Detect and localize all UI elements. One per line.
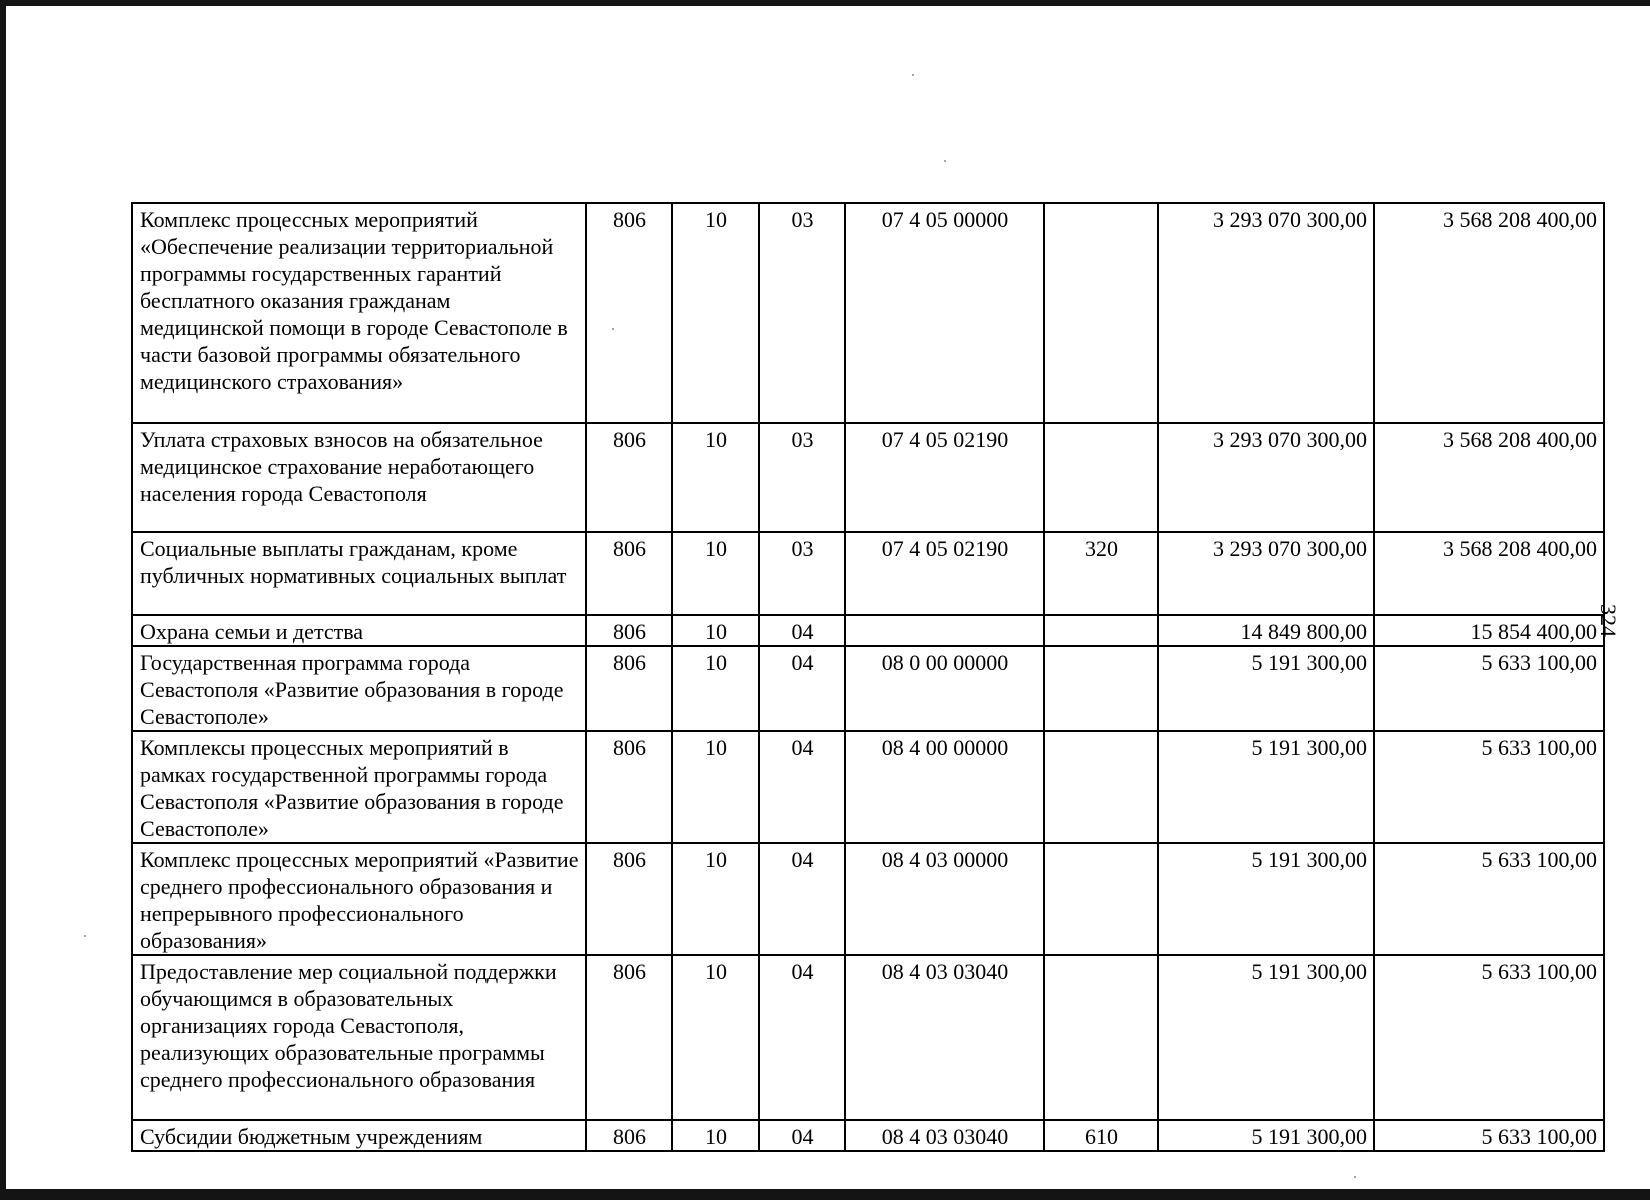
row-sum2: 5 633 100,00 [1374,843,1604,955]
row-pr: 04 [759,955,845,1120]
row-pr: 04 [759,731,845,843]
row-sum1: 5 191 300,00 [1158,843,1374,955]
row-sum1: 5 191 300,00 [1158,731,1374,843]
row-grbs: 806 [586,843,672,955]
row-pr: 04 [759,646,845,731]
row-sum2: 5 633 100,00 [1374,1120,1604,1151]
row-grbs: 806 [586,731,672,843]
row-name: Государственная программа города Севастополя «Развитие образования в городе Севастополе» [132,646,586,731]
row-pr: 03 [759,423,845,532]
row-name: Комплексы процессных мероприятий в рамках государственной программы города Севастополя «Развитие образования в городе Севастополе» [132,731,586,843]
table-row [132,731,1604,843]
row-csr: 07 4 05 02190 [845,423,1044,532]
row-grbs: 806 [586,423,672,532]
row-rz: 10 [672,955,759,1120]
scan-border-left [0,0,6,1200]
scan-speck [912,74,914,76]
table-row [132,843,1604,955]
row-pr: 04 [759,1120,845,1151]
row-pr: 04 [759,843,845,955]
row-name: Комплекс процессных мероприятий «Развитие среднего профессионального образования и непрерывного профессионального образования» [132,843,586,955]
row-vr [1044,731,1158,843]
row-vr [1044,615,1158,646]
row-csr: 08 4 00 00000 [845,731,1044,843]
row-sum1: 5 191 300,00 [1158,955,1374,1120]
row-name: Комплекс процессных мероприятий «Обеспечение реализации территориальной программы государственных гарантий бесплатного оказания гражданам медицинской помощи в городе Севастополе в части базовой программы обязательного медицинского страхования» [132,203,586,423]
row-grbs: 806 [586,615,672,646]
page-number: 324 [1596,604,1621,637]
scan-speck [1354,1176,1356,1178]
row-name: Социальные выплаты гражданам, кроме публичных нормативных социальных выплат [132,532,586,615]
row-sum2: 3 568 208 400,00 [1374,423,1604,532]
row-csr: 07 4 05 02190 [845,532,1044,615]
row-sum2: 3 568 208 400,00 [1374,532,1604,615]
row-sum1: 5 191 300,00 [1158,646,1374,731]
row-pr: 03 [759,532,845,615]
row-rz: 10 [672,615,759,646]
row-vr [1044,843,1158,955]
table-body [132,203,1604,1151]
row-sum2: 5 633 100,00 [1374,646,1604,731]
row-csr: 08 0 00 00000 [845,646,1044,731]
row-grbs: 806 [586,955,672,1120]
row-grbs: 806 [586,1120,672,1151]
row-grbs: 806 [586,532,672,615]
row-sum2: 5 633 100,00 [1374,955,1604,1120]
row-sum2: 5 633 100,00 [1374,731,1604,843]
row-rz: 10 [672,731,759,843]
row-csr: 08 4 03 03040 [845,955,1044,1120]
row-sum1: 3 293 070 300,00 [1158,203,1374,423]
row-vr [1044,955,1158,1120]
row-vr [1044,423,1158,532]
row-rz: 10 [672,843,759,955]
row-vr [1044,646,1158,731]
table-row [132,423,1604,532]
row-sum1: 3 293 070 300,00 [1158,423,1374,532]
table-row [132,532,1604,615]
budget-table [131,202,1605,1152]
row-csr: 08 4 03 03040 [845,1120,1044,1151]
row-grbs: 806 [586,646,672,731]
row-rz: 10 [672,1120,759,1151]
row-sum2: 15 854 400,00 [1374,615,1604,646]
row-csr: 08 4 03 00000 [845,843,1044,955]
row-sum1: 14 849 800,00 [1158,615,1374,646]
row-pr: 04 [759,615,845,646]
scan-speck [944,160,946,162]
row-rz: 10 [672,423,759,532]
row-name: Охрана семьи и детства [132,615,586,646]
row-sum1: 3 293 070 300,00 [1158,532,1374,615]
row-csr: 07 4 05 00000 [845,203,1044,423]
row-vr: 320 [1044,532,1158,615]
table-row [132,615,1604,646]
row-name: Уплата страховых взносов на обязательное медицинское страхование неработающего населения города Севастополя [132,423,586,532]
scan-border-top [0,0,1650,6]
row-name: Субсидии бюджетным учреждениям [132,1120,586,1151]
row-pr: 03 [759,203,845,423]
row-sum1: 5 191 300,00 [1158,1120,1374,1151]
table-row [132,203,1604,423]
row-vr [1044,203,1158,423]
table-row [132,1120,1604,1151]
row-rz: 10 [672,646,759,731]
scan-speck [84,935,86,937]
row-name: Предоставление мер социальной поддержки обучающимся в образовательных организациях города Севастополя, реализующих образовательные программы среднего профессионального образования [132,955,586,1120]
row-rz: 10 [672,532,759,615]
scan-border-bottom [0,1189,1650,1200]
table-row [132,646,1604,731]
table-row [132,955,1604,1120]
row-rz: 10 [672,203,759,423]
row-csr [845,615,1044,646]
row-sum2: 3 568 208 400,00 [1374,203,1604,423]
row-vr: 610 [1044,1120,1158,1151]
row-grbs: 806 [586,203,672,423]
